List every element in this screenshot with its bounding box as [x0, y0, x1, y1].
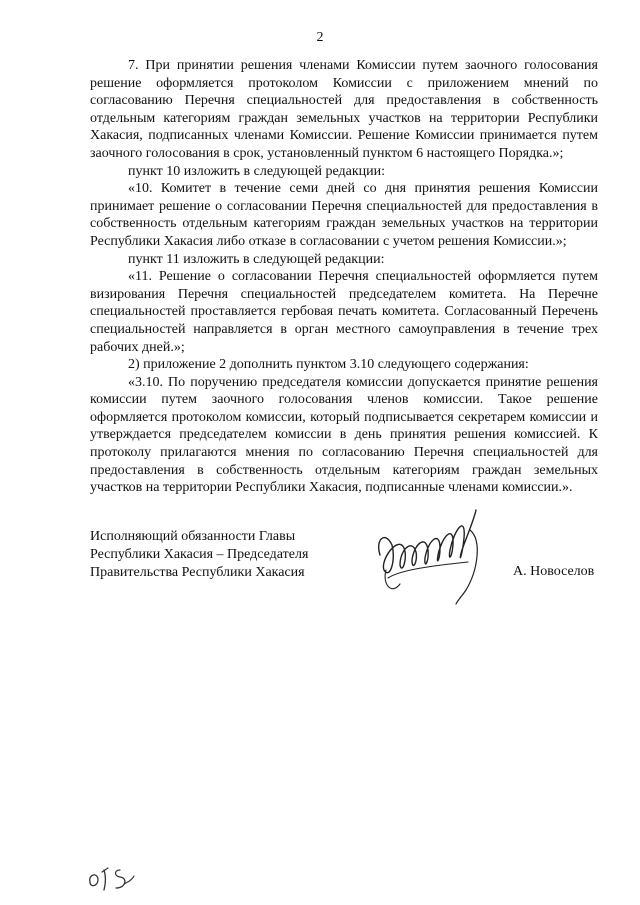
paragraph: 2) приложение 2 дополнить пунктом 3.10 следующего содержания:: [128, 357, 529, 373]
signer-position-line: Правительства Республики Хакасия: [90, 565, 305, 580]
signature-block: [90, 528, 610, 628]
signer-name: А. Новоселов: [513, 564, 595, 579]
signer-position: [90, 528, 308, 582]
paragraph: «3.10. По поручению председателя комиссии допускается принятие решения комиссии путем заочного голосования членов комиссии. Такое решение оформляется протоколом комиссии, который подписывается секретарем комиссии и утверждается председателем комиссии в день принятия решения комиссией. К протоколу прилагаются мнения по согласованию Перечня специальностей для предоставления в собственность отдельным категориям граждан земельных участков на территории Республики Хакасия, подписанные членами комиссии.».: [90, 374, 598, 496]
page-number: 2: [316, 30, 324, 45]
paragraph: 7. При принятии решения членами Комиссии путем заочного голосования решение оформляется протоколом Комиссии с приложением мнений по согласованию Перечня специальностей для предоставления в собственность отдельным категориям граждан земельных участков на территории Республики Хакасия, подписанных членами Комиссии. Решение Комиссии принимается путем заочного голосования в срок, установленный пунктом 6 настоящего Порядка.»;: [90, 58, 598, 161]
paragraph: пункт 10 изложить в следующей редакции:: [128, 163, 385, 179]
paragraph: «10. Комитет в течение семи дней со дня принятия решения Комиссии принимает решение о согласовании Перечня специальностей для предоставления в собственность отдельным категориям граждан земельных участков на территории Республики Хакасия либо отказе в согласовании с учетом решения Комиссии.»;: [90, 181, 598, 249]
paragraph: пункт 11 изложить в следующей редакции:: [128, 251, 385, 267]
signer-position-line: Исполняющий обязанности Главы: [90, 529, 296, 544]
document-body: [90, 57, 598, 497]
handwritten-signature: [370, 500, 490, 610]
paragraph: «11. Решение о согласовании Перечня специальностей оформляется путем визирования Перечня специальностей председателем комитета. На Перечне специальностей проставляется гербовая печать комитета. Согласованный Перечень специальностей направляется в орган местного самоуправления в течение трех рабочих дней.»;: [90, 269, 598, 355]
handwritten-archive-mark: [86, 862, 142, 894]
signer-position-line: Республики Хакасия – Председателя: [90, 547, 309, 562]
